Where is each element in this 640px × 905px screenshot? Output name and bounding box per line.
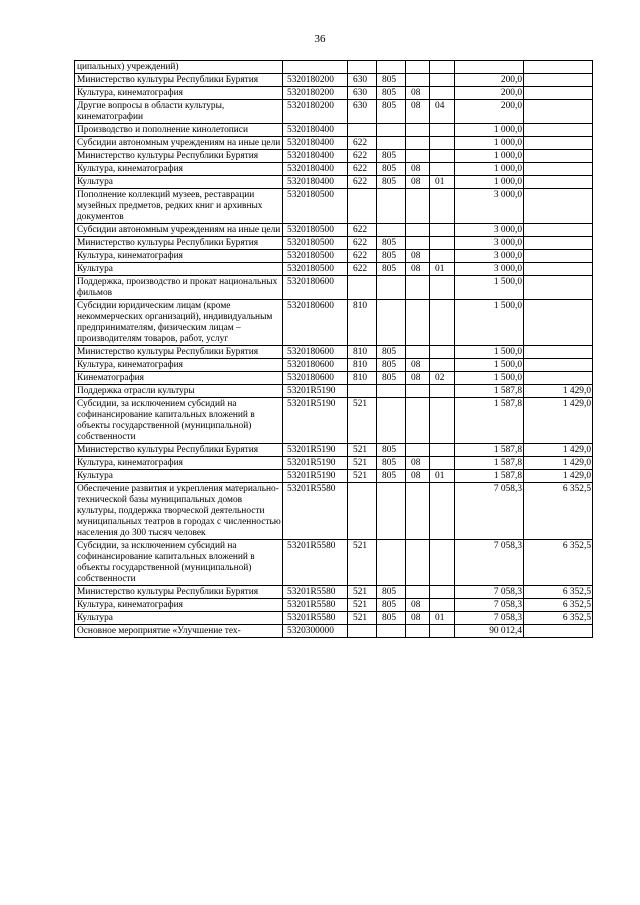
- row-amount-total: 7 058,3: [455, 540, 524, 586]
- row-amount-total: 1 500,0: [455, 300, 524, 346]
- row-name: Пополнение коллекций музеев, реставрации музейных предметов, редких книг и архивных документов: [75, 189, 283, 224]
- row-subsection: 01: [430, 263, 455, 276]
- row-admin-code: [377, 61, 406, 74]
- row-name: Культура, кинематография: [75, 359, 283, 372]
- row-target-code: [283, 61, 348, 74]
- row-expense-type: [348, 61, 377, 74]
- row-section: [406, 61, 430, 74]
- row-admin-code: [377, 483, 406, 540]
- row-expense-type: [348, 625, 377, 638]
- row-section: [406, 540, 430, 586]
- row-section: [406, 137, 430, 150]
- row-section: [406, 300, 430, 346]
- row-expense-type: [348, 124, 377, 137]
- row-name: Культура: [75, 176, 283, 189]
- row-target-code: 5320180500: [283, 250, 348, 263]
- row-admin-code: 805: [377, 612, 406, 625]
- row-section: [406, 74, 430, 87]
- row-target-code: 5320180200: [283, 74, 348, 87]
- row-name: Субсидии автономным учреждениям на иные цели: [75, 224, 283, 237]
- row-name: Поддержка, производство и прокат национальных фильмов: [75, 276, 283, 300]
- table-row: [75, 470, 593, 483]
- row-admin-code: 805: [377, 457, 406, 470]
- row-name: Субсидии юридическим лицам (кроме некоммерческих организаций), индивидуальным предпринимателям, физическим лицам – производителям товаров, работ, услуг: [75, 300, 283, 346]
- row-section: [406, 483, 430, 540]
- row-amount-federal: [524, 224, 593, 237]
- row-target-code: 5320180200: [283, 100, 348, 124]
- row-name: Культура, кинематография: [75, 163, 283, 176]
- table-row: [75, 137, 593, 150]
- row-amount-total: 1 000,0: [455, 124, 524, 137]
- row-amount-total: 7 058,3: [455, 599, 524, 612]
- row-amount-total: 200,0: [455, 87, 524, 100]
- row-section: 08: [406, 100, 430, 124]
- table-row: [75, 276, 593, 300]
- row-expense-type: 622: [348, 163, 377, 176]
- row-amount-federal: [524, 263, 593, 276]
- row-amount-total: 1 500,0: [455, 359, 524, 372]
- row-expense-type: 622: [348, 263, 377, 276]
- row-name: Другие вопросы в области культуры, кинематографии: [75, 100, 283, 124]
- row-target-code: 5320180500: [283, 263, 348, 276]
- row-admin-code: 805: [377, 263, 406, 276]
- row-amount-federal: [524, 625, 593, 638]
- row-name: Министерство культуры Республики Бурятия: [75, 237, 283, 250]
- row-admin-code: 805: [377, 470, 406, 483]
- table-row: [75, 483, 593, 540]
- row-subsection: [430, 483, 455, 540]
- row-target-code: 5320180600: [283, 346, 348, 359]
- row-target-code: 5320180400: [283, 124, 348, 137]
- row-target-code: 5320180600: [283, 276, 348, 300]
- row-target-code: 5320180500: [283, 237, 348, 250]
- row-subsection: [430, 300, 455, 346]
- row-subsection: [430, 444, 455, 457]
- row-name: Министерство культуры Республики Бурятия: [75, 150, 283, 163]
- row-name: Культура, кинематография: [75, 87, 283, 100]
- row-subsection: [430, 74, 455, 87]
- row-subsection: [430, 250, 455, 263]
- row-subsection: [430, 398, 455, 444]
- row-section: [406, 237, 430, 250]
- row-amount-total: 1 587,8: [455, 470, 524, 483]
- row-target-code: 53201R5580: [283, 599, 348, 612]
- row-name: Министерство культуры Республики Бурятия: [75, 586, 283, 599]
- row-expense-type: 622: [348, 250, 377, 263]
- table-row: [75, 74, 593, 87]
- row-amount-federal: 1 429,0: [524, 398, 593, 444]
- row-amount-federal: 6 352,5: [524, 612, 593, 625]
- row-admin-code: 805: [377, 359, 406, 372]
- row-amount-federal: [524, 74, 593, 87]
- row-amount-total: 7 058,3: [455, 483, 524, 540]
- table-row: [75, 163, 593, 176]
- row-expense-type: 810: [348, 300, 377, 346]
- row-amount-federal: 6 352,5: [524, 586, 593, 599]
- row-amount-total: 90 012,4: [455, 625, 524, 638]
- row-expense-type: 622: [348, 150, 377, 163]
- row-amount-total: 3 000,0: [455, 224, 524, 237]
- row-amount-total: 1 000,0: [455, 137, 524, 150]
- row-section: 08: [406, 372, 430, 385]
- row-amount-total: 200,0: [455, 100, 524, 124]
- row-expense-type: 810: [348, 359, 377, 372]
- row-subsection: 01: [430, 612, 455, 625]
- table-row: [75, 586, 593, 599]
- row-target-code: 53201R5190: [283, 385, 348, 398]
- row-name: ципальных) учреждений): [75, 61, 283, 74]
- row-section: 08: [406, 359, 430, 372]
- table-row: [75, 176, 593, 189]
- row-section: 08: [406, 470, 430, 483]
- row-section: [406, 586, 430, 599]
- table-row: [75, 237, 593, 250]
- row-admin-code: 805: [377, 444, 406, 457]
- table-row: [75, 625, 593, 638]
- row-admin-code: [377, 276, 406, 300]
- row-amount-federal: [524, 189, 593, 224]
- row-name: Производство и пополнение кинолетописи: [75, 124, 283, 137]
- row-amount-total: 3 000,0: [455, 189, 524, 224]
- row-amount-federal: 1 429,0: [524, 457, 593, 470]
- row-name: Культура: [75, 263, 283, 276]
- row-target-code: 53201R5190: [283, 444, 348, 457]
- row-name: Министерство культуры Республики Бурятия: [75, 346, 283, 359]
- table-row: [75, 263, 593, 276]
- table-row: [75, 612, 593, 625]
- budget-table: [74, 60, 593, 638]
- row-amount-federal: [524, 250, 593, 263]
- row-subsection: 01: [430, 470, 455, 483]
- row-name: Культура, кинематография: [75, 599, 283, 612]
- row-admin-code: 805: [377, 346, 406, 359]
- row-amount-total: 200,0: [455, 74, 524, 87]
- row-name: Культура, кинематография: [75, 457, 283, 470]
- row-admin-code: [377, 189, 406, 224]
- table-body: [75, 61, 593, 638]
- row-admin-code: 805: [377, 250, 406, 263]
- row-expense-type: 521: [348, 470, 377, 483]
- row-subsection: [430, 457, 455, 470]
- row-name: Субсидии, за исключением субсидий на софинансирование капитальных вложений в объекты государственной (муниципальной) собственности: [75, 398, 283, 444]
- row-subsection: [430, 586, 455, 599]
- row-admin-code: 805: [377, 74, 406, 87]
- row-target-code: 53201R5580: [283, 612, 348, 625]
- row-target-code: 53201R5580: [283, 483, 348, 540]
- row-admin-code: [377, 540, 406, 586]
- row-section: 08: [406, 87, 430, 100]
- row-section: [406, 444, 430, 457]
- row-subsection: [430, 540, 455, 586]
- row-expense-type: [348, 385, 377, 398]
- row-target-code: 53201R5190: [283, 470, 348, 483]
- row-amount-total: 1 587,8: [455, 398, 524, 444]
- row-target-code: 5320180200: [283, 87, 348, 100]
- row-amount-federal: [524, 276, 593, 300]
- row-name: Культура: [75, 470, 283, 483]
- row-expense-type: 622: [348, 224, 377, 237]
- row-expense-type: 521: [348, 398, 377, 444]
- row-expense-type: 521: [348, 540, 377, 586]
- table-row: [75, 87, 593, 100]
- row-section: 08: [406, 263, 430, 276]
- row-admin-code: [377, 137, 406, 150]
- row-target-code: 5320180600: [283, 359, 348, 372]
- row-target-code: 5320180400: [283, 150, 348, 163]
- table-row: [75, 124, 593, 137]
- row-admin-code: [377, 224, 406, 237]
- row-subsection: [430, 163, 455, 176]
- row-section: [406, 398, 430, 444]
- row-amount-federal: [524, 359, 593, 372]
- row-section: [406, 189, 430, 224]
- table-row: [75, 150, 593, 163]
- row-subsection: 04: [430, 100, 455, 124]
- row-admin-code: 805: [377, 176, 406, 189]
- row-section: 08: [406, 250, 430, 263]
- row-admin-code: 805: [377, 163, 406, 176]
- row-admin-code: [377, 625, 406, 638]
- row-admin-code: 805: [377, 237, 406, 250]
- row-name: Субсидии, за исключением субсидий на софинансирование капитальных вложений в объекты государственной (муниципальной) собственности: [75, 540, 283, 586]
- table-row: [75, 250, 593, 263]
- row-expense-type: 630: [348, 100, 377, 124]
- row-section: 08: [406, 176, 430, 189]
- row-subsection: 02: [430, 372, 455, 385]
- row-name: Основное мероприятие «Улучшение тех-: [75, 625, 283, 638]
- row-section: [406, 124, 430, 137]
- row-amount-federal: 1 429,0: [524, 444, 593, 457]
- page-number: 36: [314, 33, 326, 45]
- row-target-code: 53201R5580: [283, 586, 348, 599]
- row-subsection: [430, 359, 455, 372]
- row-section: [406, 385, 430, 398]
- row-expense-type: 521: [348, 444, 377, 457]
- row-expense-type: [348, 483, 377, 540]
- row-expense-type: 630: [348, 74, 377, 87]
- table-row: [75, 372, 593, 385]
- row-amount-federal: 6 352,5: [524, 599, 593, 612]
- row-amount-total: 1 500,0: [455, 276, 524, 300]
- table-row: [75, 385, 593, 398]
- row-target-code: 5320180400: [283, 163, 348, 176]
- row-target-code: 5320180500: [283, 224, 348, 237]
- row-expense-type: [348, 276, 377, 300]
- row-section: [406, 150, 430, 163]
- row-amount-federal: [524, 163, 593, 176]
- row-subsection: [430, 276, 455, 300]
- row-target-code: 53201R5190: [283, 457, 348, 470]
- row-amount-federal: 1 429,0: [524, 470, 593, 483]
- row-amount-federal: 1 429,0: [524, 385, 593, 398]
- row-subsection: [430, 137, 455, 150]
- row-name: Министерство культуры Республики Бурятия: [75, 444, 283, 457]
- table-row: [75, 444, 593, 457]
- row-expense-type: 622: [348, 137, 377, 150]
- table-row: [75, 224, 593, 237]
- table-row: [75, 346, 593, 359]
- row-name: Поддержка отрасли культуры: [75, 385, 283, 398]
- row-section: [406, 625, 430, 638]
- row-subsection: [430, 189, 455, 224]
- row-amount-total: 1 587,8: [455, 444, 524, 457]
- row-admin-code: [377, 385, 406, 398]
- row-section: [406, 346, 430, 359]
- table-row: [75, 398, 593, 444]
- row-amount-total: 1 500,0: [455, 346, 524, 359]
- row-amount-total: 1 587,8: [455, 385, 524, 398]
- row-amount-total: 7 058,3: [455, 612, 524, 625]
- row-expense-type: 521: [348, 586, 377, 599]
- row-amount-total: 3 000,0: [455, 237, 524, 250]
- row-target-code: 5320300000: [283, 625, 348, 638]
- row-expense-type: 521: [348, 612, 377, 625]
- row-amount-total: 7 058,3: [455, 586, 524, 599]
- row-subsection: [430, 87, 455, 100]
- row-subsection: [430, 224, 455, 237]
- row-amount-federal: [524, 137, 593, 150]
- row-admin-code: 805: [377, 599, 406, 612]
- table-row: [75, 540, 593, 586]
- row-target-code: 5320180400: [283, 176, 348, 189]
- row-expense-type: 521: [348, 457, 377, 470]
- row-target-code: 5320180400: [283, 137, 348, 150]
- row-amount-federal: [524, 61, 593, 74]
- row-amount-total: 1 587,8: [455, 457, 524, 470]
- row-section: [406, 276, 430, 300]
- row-subsection: [430, 346, 455, 359]
- table-row: [75, 300, 593, 346]
- row-amount-federal: [524, 150, 593, 163]
- row-subsection: [430, 124, 455, 137]
- row-amount-total: 1 000,0: [455, 150, 524, 163]
- table-row: [75, 359, 593, 372]
- row-admin-code: 805: [377, 150, 406, 163]
- table-row: [75, 61, 593, 74]
- row-target-code: 5320180600: [283, 300, 348, 346]
- row-amount-federal: [524, 346, 593, 359]
- row-expense-type: 630: [348, 87, 377, 100]
- row-expense-type: 810: [348, 346, 377, 359]
- row-target-code: 53201R5580: [283, 540, 348, 586]
- row-section: 08: [406, 163, 430, 176]
- table-row: [75, 599, 593, 612]
- row-section: 08: [406, 457, 430, 470]
- row-target-code: 5320180600: [283, 372, 348, 385]
- row-subsection: [430, 385, 455, 398]
- row-admin-code: 805: [377, 372, 406, 385]
- row-name: Кинематография: [75, 372, 283, 385]
- row-section: [406, 224, 430, 237]
- row-amount-total: [455, 61, 524, 74]
- row-amount-federal: 6 352,5: [524, 483, 593, 540]
- row-amount-federal: [524, 300, 593, 346]
- row-expense-type: 810: [348, 372, 377, 385]
- row-target-code: 5320180500: [283, 189, 348, 224]
- row-expense-type: 521: [348, 599, 377, 612]
- row-name: Министерство культуры Республики Бурятия: [75, 74, 283, 87]
- row-amount-federal: [524, 237, 593, 250]
- row-expense-type: 622: [348, 237, 377, 250]
- row-section: 08: [406, 612, 430, 625]
- row-admin-code: 805: [377, 100, 406, 124]
- row-target-code: 53201R5190: [283, 398, 348, 444]
- row-amount-total: 1 500,0: [455, 372, 524, 385]
- row-admin-code: 805: [377, 586, 406, 599]
- row-subsection: [430, 625, 455, 638]
- row-name: Субсидии автономным учреждениям на иные цели: [75, 137, 283, 150]
- row-amount-total: 1 000,0: [455, 163, 524, 176]
- row-amount-federal: [524, 124, 593, 137]
- table-row: [75, 189, 593, 224]
- row-subsection: [430, 61, 455, 74]
- row-expense-type: [348, 189, 377, 224]
- row-amount-total: 3 000,0: [455, 250, 524, 263]
- table-row: [75, 457, 593, 470]
- row-subsection: [430, 599, 455, 612]
- row-amount-federal: [524, 176, 593, 189]
- row-subsection: [430, 150, 455, 163]
- row-amount-federal: [524, 87, 593, 100]
- row-amount-total: 3 000,0: [455, 263, 524, 276]
- row-subsection: 01: [430, 176, 455, 189]
- row-section: 08: [406, 599, 430, 612]
- row-admin-code: [377, 398, 406, 444]
- row-subsection: [430, 237, 455, 250]
- row-name: Культура: [75, 612, 283, 625]
- row-amount-federal: [524, 372, 593, 385]
- row-name: Культура, кинематография: [75, 250, 283, 263]
- row-admin-code: [377, 124, 406, 137]
- row-admin-code: [377, 300, 406, 346]
- row-expense-type: 622: [348, 176, 377, 189]
- row-amount-federal: [524, 100, 593, 124]
- row-name: Обеспечение развития и укрепления материально-технической базы муниципальных домов культуры, поддержка творческой деятельности муниципальных театров в городах с численностью населения до 300 тысяч человек: [75, 483, 283, 540]
- table-row: [75, 100, 593, 124]
- row-amount-total: 1 000,0: [455, 176, 524, 189]
- row-admin-code: 805: [377, 87, 406, 100]
- row-amount-federal: 6 352,5: [524, 540, 593, 586]
